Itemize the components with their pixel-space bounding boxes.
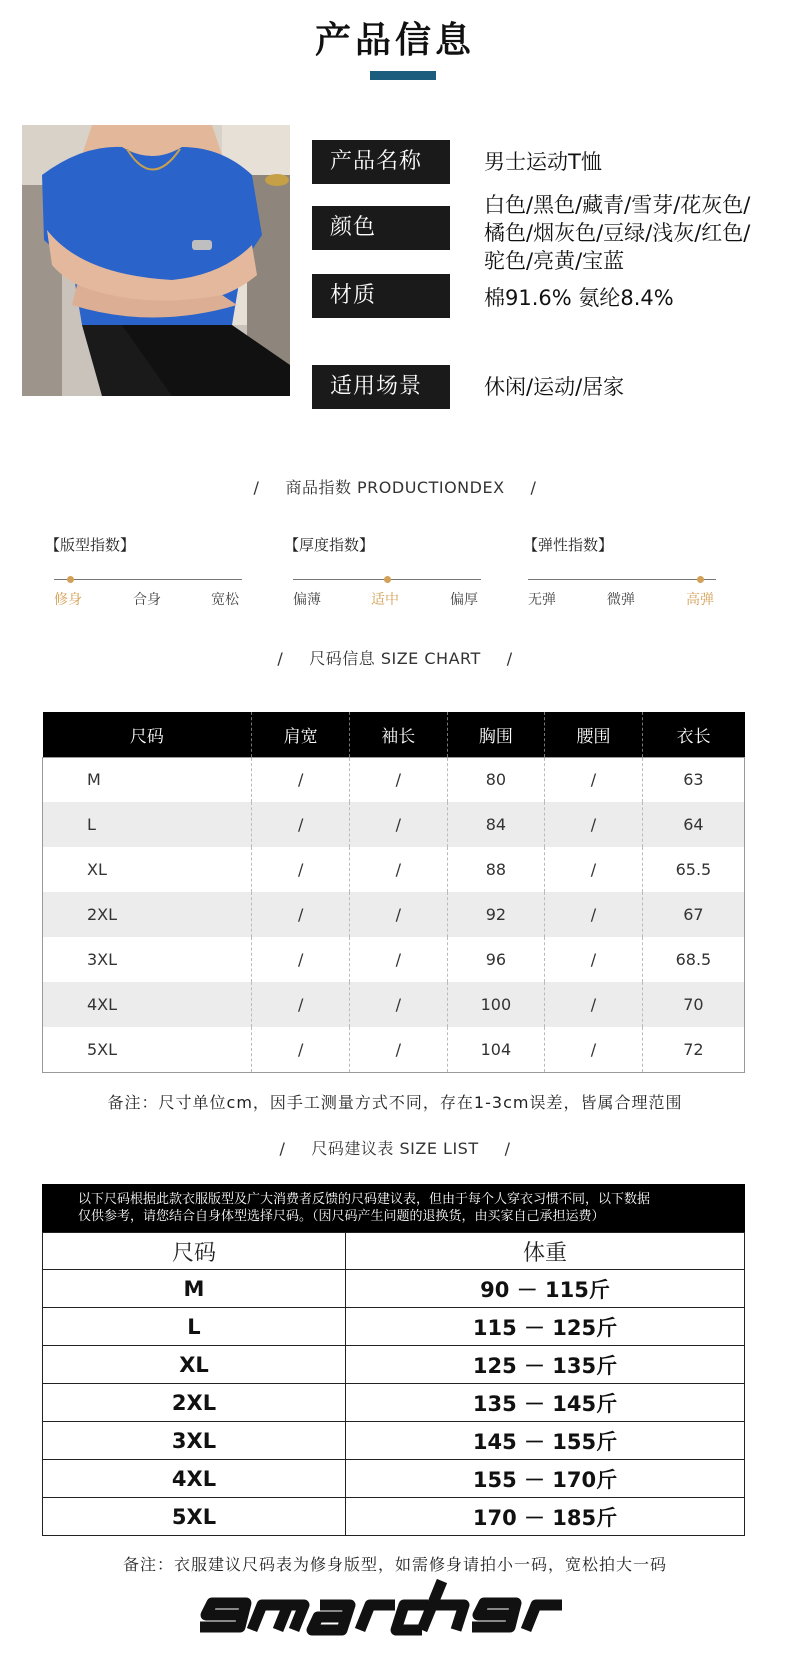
table-row [43,1308,745,1346]
table-cell: L [43,1308,346,1346]
table-cell: / [545,892,643,937]
table-cell: 64 [642,802,744,847]
label-color: 颜色 [312,206,450,250]
size-list-header-cell: 尺码 [43,1233,346,1270]
table-cell: 92 [447,892,545,937]
disclaimer-line: 仅供参考，请您结合自身体型选择尺码。（因尺码产生问题的退换货，由买家自己承担运费） [78,1209,605,1224]
table-cell: / [252,982,350,1027]
index-thickness-dot [384,576,391,583]
table-cell: / [252,757,350,802]
table-cell: / [349,1027,447,1072]
index-section-title: 商品指数 PRODUCTIONDEX [285,478,505,497]
table-row [43,1346,745,1384]
table-cell: / [252,1027,350,1072]
index-fit-title: 【版型指数】 [45,536,136,554]
table-cell: XL [43,1346,346,1384]
table-cell: 84 [447,802,545,847]
index-thickness-option: 适中 [371,592,399,608]
table-cell: / [349,847,447,892]
value-color-line-1: 白色/黑色/藏青/雪芽/花灰色/ [484,193,751,217]
index-fit-line [54,579,242,580]
table-row [43,1027,745,1072]
label-material: 材质 [312,274,450,318]
size-list-header-cell: 体重 [346,1233,745,1270]
index-thickness-title: 【厚度指数】 [284,536,375,554]
table-cell: M [43,757,252,802]
table-cell: 90 － 115斤 [346,1270,745,1308]
disclaimer-line: 以下尺码根据此款衣服版型及广大消费者反馈的尺码建议表，但由于每个人穿衣习惯不同，以下数据 [78,1192,651,1207]
label-scene: 适用场景 [312,365,450,409]
size-chart-header-cell: 衣长 [642,712,744,757]
table-cell: 145 － 155斤 [346,1422,745,1460]
brand-logo [190,1575,605,1637]
size-list-heading [0,1136,790,1159]
index-elasticity-option: 微弹 [607,592,635,608]
table-row [43,937,745,982]
size-list-disclaimer [42,1184,745,1232]
index-fit-dot [67,576,74,583]
size-list-table [42,1232,745,1536]
product-photo [22,125,290,396]
table-cell: 67 [642,892,744,937]
table-cell: 104 [447,1027,545,1072]
table-cell: 63 [683,770,704,790]
table-cell: / [545,757,643,802]
table-cell: / [349,802,447,847]
table-cell: 2XL [43,1384,346,1422]
size-chart-header-cell: 腰围 [545,712,643,757]
size-list-header-row [43,1233,745,1270]
title-underline [370,71,436,80]
table-row [43,1270,745,1308]
table-cell: 135 － 145斤 [346,1384,745,1422]
index-elasticity-line [528,579,716,580]
table-row [43,757,745,802]
table-cell: / [252,937,350,982]
page-title: 产品信息 [314,20,475,61]
table-cell: / [545,802,643,847]
table-cell: 170 － 185斤 [346,1498,745,1536]
value-color-line-2: 橘色/烟灰色/豆绿/浅灰/红色/ [484,221,751,245]
table-row [43,1498,745,1536]
table-row [43,1384,745,1422]
table-cell: / [349,892,447,937]
table-cell: 70 [642,982,744,1027]
table-cell: / [252,847,350,892]
table-cell: / [545,847,643,892]
table-cell: 4XL [43,982,252,1027]
value-scene: 休闲/运动/居家 [484,375,625,399]
table-cell: 72 [683,1039,704,1059]
index-elasticity-title: 【弹性指数】 [523,536,614,554]
table-cell: 65.5 [675,860,712,879]
table-cell: 96 [447,937,545,982]
index-section-heading [0,475,790,498]
index-thickness-option: 偏薄 [293,592,321,608]
table-cell: / [349,757,447,802]
size-chart-note: 备注：尺寸单位cm，因手工测量方式不同，存在1-3cm误差，皆属合理范围 [107,1093,683,1112]
heading-slash: / [530,478,537,497]
heading-slash: / [504,1139,511,1158]
size-chart-title: 尺码信息 SIZE CHART [309,649,481,668]
value-color-line-3: 驼色/亮黄/宝蓝 [484,249,625,273]
table-cell: / [349,937,447,982]
size-list-title: 尺码建议表 SIZE LIST [311,1139,479,1158]
table-row [43,982,745,1027]
table-row [43,892,745,937]
table-cell: 125 － 135斤 [346,1346,745,1384]
table-cell: 88 [447,847,545,892]
index-thickness-option: 偏厚 [450,592,478,608]
table-row [43,847,745,892]
index-elasticity-option: 无弹 [528,592,556,608]
size-chart-heading [0,646,790,669]
size-chart-header-cell: 袖长 [349,712,447,757]
table-cell: 155 － 170斤 [346,1460,745,1498]
table-cell: / [545,1027,643,1072]
table-cell: 5XL [43,1498,346,1536]
size-chart-header-cell: 肩宽 [252,712,350,757]
table-cell: 3XL [43,937,252,982]
index-fit-option: 修身 [54,592,82,608]
table-cell: / [252,892,350,937]
size-chart-table [42,712,745,1073]
index-fit-option: 合身 [133,592,161,608]
value-material: 棉91.6% 氨纶8.4% [484,286,674,310]
table-cell: 80 [447,757,545,802]
table-cell: 3XL [43,1422,346,1460]
heading-slash: / [277,649,284,668]
table-cell: M [43,1270,346,1308]
table-cell: 115 － 125斤 [346,1308,745,1346]
size-chart-header-row [43,712,745,757]
value-product-name: 男士运动T恤 [484,150,602,174]
label-product-name: 产品名称 [312,140,450,184]
table-row [43,802,745,847]
table-row [43,1422,745,1460]
index-elasticity-dot [697,576,704,583]
table-cell: L [43,802,252,847]
table-cell: / [545,937,643,982]
table-cell: / [252,802,350,847]
index-fit-option: 宽松 [211,592,239,608]
table-cell: XL [43,847,252,892]
index-elasticity-option: 高弹 [686,592,714,608]
heading-slash: / [279,1139,286,1158]
table-cell: 5XL [43,1027,252,1072]
heading-slash: / [506,649,513,668]
heading-slash: / [253,478,260,497]
table-cell: / [349,982,447,1027]
table-cell: 2XL [43,892,252,937]
table-cell: 4XL [43,1460,346,1498]
table-cell: 68.5 [675,950,712,969]
size-chart-header-cell: 尺码 [43,712,252,757]
size-chart-header-cell: 胸围 [447,712,545,757]
table-cell: / [545,982,643,1027]
table-cell: 100 [447,982,545,1027]
table-row [43,1460,745,1498]
size-list-note: 备注：衣服建议尺码表为修身版型，如需修身请拍小一码，宽松拍大一码 [122,1555,667,1574]
